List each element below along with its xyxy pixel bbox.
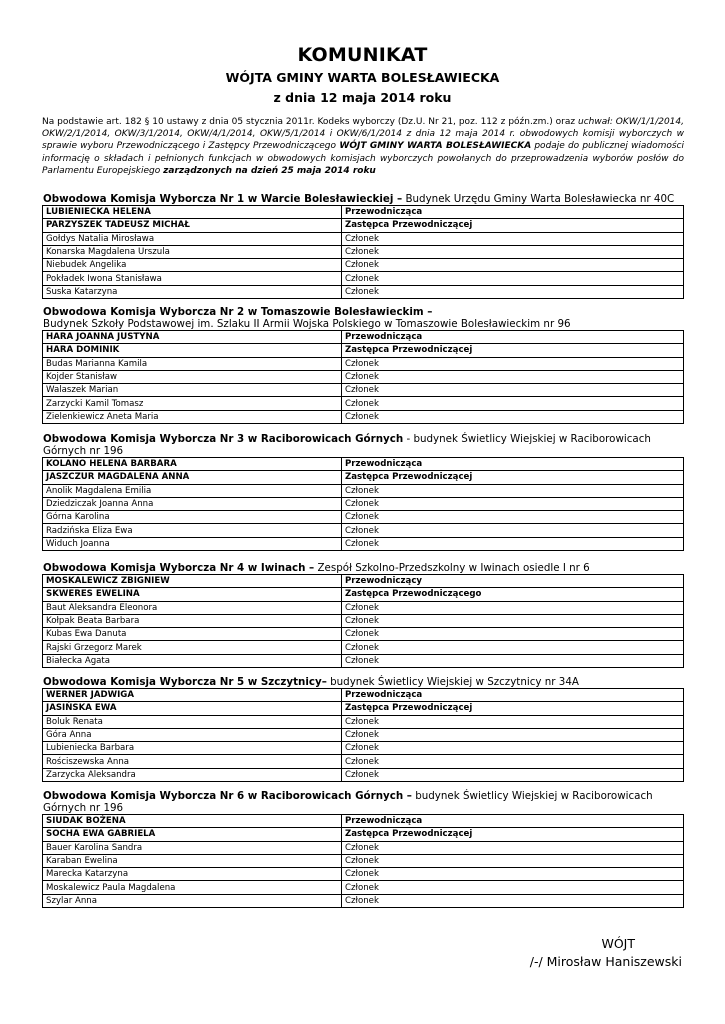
member-name-cell: LUBIENIECKA HELENA [43,206,342,219]
member-role-cell: Członek [342,497,684,510]
commission-heading [43,790,684,814]
table-row [43,344,684,357]
member-name-cell: Białecka Agata [43,654,342,667]
member-role-cell: Członek [342,894,684,907]
intro-text-5: zarządzonych na dzień 25 maja 2014 roku [163,165,376,176]
member-role-cell: Przewodnicząca [342,815,684,828]
member-role-cell: Zastępca Przewodniczącej [342,471,684,484]
member-name-cell: Zarzycka Aleksandra [43,768,342,781]
member-name-cell: Gołdys Natalia Mirosława [43,232,342,245]
member-name-cell: Rościszewska Anna [43,755,342,768]
table-row [43,654,684,667]
table-row [43,755,684,768]
table-row [43,232,684,245]
table-row [43,384,684,397]
member-name-cell: Budas Marianna Kamila [43,357,342,370]
commission-block [42,306,684,424]
table-row [43,641,684,654]
document-subtitle: WÓJTA GMINY WARTA BOLESŁAWIECKA [225,70,500,85]
intro-text-4: podaje do publicznej wiadomości informację o składach i pełnionych funkcjach w obwodowych komisjach wyborczych powołanych do przeprowadzenia wyborów posłów do Parlamentu Europejskiego [42,141,684,176]
member-role-cell: Członek [342,511,684,524]
member-role-cell: Członek [342,868,684,881]
member-role-cell: Zastępca Przewodniczącej [342,828,684,841]
table-row [43,524,684,537]
commission-location: Budynek Urzędu Gminy Warta Bolesławiecka nr 40C [402,193,675,205]
member-name-cell: SIUDAK BOŻENA [43,815,342,828]
member-name-cell: Kojder Stanisław [43,370,342,383]
table-row [43,742,684,755]
signature-name: /-/ Mirosław Haniszewski [529,954,682,969]
member-name-cell: WERNER JADWIGA [43,689,342,702]
member-role-cell: Zastępca Przewodniczącej [342,702,684,715]
intro-text-2: uchwał: OKW/1/1/2014, OKW/2/1/2014, OKW/3/1/2014, OKW/4/1/2014, OKW/5/1/2014 i OKW/6/1/2014 z dnia 12 maja 2014 r. obwodowych komisji wyborczych w sprawie wyboru Przewodniczącego i Zastępcy Przewodniczącego [42,117,684,152]
table-row [43,285,684,298]
member-role-cell: Przewodnicząca [342,458,684,471]
member-name-cell: KOLANO HELENA BARBARA [43,458,342,471]
commission-location: - budynek Świetlicy Wiejskiej w Raciborowicach Górnych nr 196 [43,433,651,457]
member-role-cell: Przewodnicząca [342,331,684,344]
table-row [43,614,684,627]
member-role-cell: Członek [342,841,684,854]
table-row [43,689,684,702]
table-row [43,854,684,867]
members-table [42,457,684,551]
commission-block [42,433,684,551]
table-row [43,828,684,841]
member-name-cell: Karaban Ewelina [43,854,342,867]
commission-name: Obwodowa Komisja Wyborcza Nr 5 w Szczytnicy– [43,676,327,688]
table-row [43,370,684,383]
table-row [43,484,684,497]
member-role-cell: Członek [342,728,684,741]
member-role-cell: Członek [342,601,684,614]
table-row [43,410,684,423]
commission-block [42,790,684,908]
table-row [43,397,684,410]
member-role-cell: Członek [342,357,684,370]
member-name-cell: Szylar Anna [43,894,342,907]
member-name-cell: Anolik Magdalena Emilia [43,484,342,497]
member-role-cell: Członek [342,654,684,667]
member-role-cell: Członek [342,641,684,654]
commission-name: Obwodowa Komisja Wyborcza Nr 1 w Warcie Bolesławieckiej – [43,193,403,205]
member-role-cell: Członek [342,484,684,497]
table-row [43,458,684,471]
member-name-cell: Bauer Karolina Sandra [43,841,342,854]
member-role-cell: Przewodnicząca [342,206,684,219]
intro-text-1: Na podstawie art. 182 § 10 ustawy z dnia 05 stycznia 2011r. Kodeks wyborczy (Dz.U. Nr 21, poz. 112 z późn.zm.) oraz [42,117,579,127]
member-name-cell: Zielenkiewicz Aneta Maria [43,410,342,423]
members-table [42,814,684,908]
member-name-cell: Niebudek Angelika [43,259,342,272]
member-role-cell: Członek [342,768,684,781]
member-name-cell: Suska Katarzyna [43,285,342,298]
member-role-cell: Członek [342,272,684,285]
members-table [42,574,684,668]
members-table [42,205,684,299]
table-row [43,715,684,728]
commission-name: Obwodowa Komisja Wyborcza Nr 2 w Tomaszowie Bolesławieckim – [43,306,433,318]
table-row [43,331,684,344]
member-role-cell: Członek [342,410,684,423]
member-name-cell: Góra Anna [43,728,342,741]
table-row [43,575,684,588]
commission-block [42,676,684,782]
commission-block [42,193,684,299]
member-name-cell: JASIŃSKA EWA [43,702,342,715]
table-row [43,219,684,232]
commission-heading [43,433,684,457]
table-row [43,259,684,272]
table-row [43,768,684,781]
member-name-cell: PARZYSZEK TADEUSZ MICHAŁ [43,219,342,232]
member-name-cell: Boluk Renata [43,715,342,728]
table-row [43,601,684,614]
member-name-cell: SOCHA EWA GABRIELA [43,828,342,841]
member-role-cell: Zastępca Przewodniczącej [342,219,684,232]
member-name-cell: Pokładek Iwona Stanisława [43,272,342,285]
member-name-cell: SKWERES EWELINA [43,588,342,601]
table-row [43,815,684,828]
members-table [42,330,684,424]
table-row [43,537,684,550]
member-role-cell: Przewodniczący [342,575,684,588]
member-name-cell: Lubieniecka Barbara [43,742,342,755]
member-name-cell: Walaszek Marian [43,384,342,397]
table-row [43,588,684,601]
table-row [43,868,684,881]
member-name-cell: Konarska Magdalena Urszula [43,245,342,258]
member-role-cell: Członek [342,384,684,397]
member-name-cell: Górna Karolina [43,511,342,524]
document-date: z dnia 12 maja 2014 roku [273,90,452,105]
member-role-cell: Członek [342,742,684,755]
member-role-cell: Członek [342,881,684,894]
member-name-cell: Radzińska Eliza Ewa [43,524,342,537]
commission-name: Obwodowa Komisja Wyborcza Nr 4 w Iwinach – [43,562,315,574]
table-row [43,471,684,484]
member-role-cell: Członek [342,715,684,728]
table-row [43,272,684,285]
commission-location: budynek Świetlicy Wiejskiej w Raciborowicach Górnych nr 196 [43,790,653,814]
member-name-cell: Rajski Grzegorz Marek [43,641,342,654]
member-role-cell: Członek [342,524,684,537]
commission-location: Budynek Szkoły Podstawowej im. Szlaku II Armii Wojska Polskiego w Tomaszowie Bolesławieckim nr 96 [43,318,571,330]
commission-name: Obwodowa Komisja Wyborcza Nr 3 w Raciborowicach Górnych [43,433,404,445]
member-role-cell: Członek [342,259,684,272]
member-role-cell: Członek [342,232,684,245]
table-row [43,728,684,741]
member-name-cell: Marecka Katarzyna [43,868,342,881]
member-role-cell: Członek [342,755,684,768]
commission-heading [43,562,684,574]
member-name-cell: HARA JOANNA JUSTYNA [43,331,342,344]
member-name-cell: Zarzycki Kamil Tomasz [43,397,342,410]
member-role-cell: Członek [342,537,684,550]
document-title: KOMUNIKAT [297,44,428,66]
member-name-cell: Kubas Ewa Danuta [43,628,342,641]
table-row [43,206,684,219]
member-role-cell: Zastępca Przewodniczącego [342,588,684,601]
member-name-cell: MOSKALEWICZ ZBIGNIEW [43,575,342,588]
member-role-cell: Przewodnicząca [342,689,684,702]
member-name-cell: Kołpak Beata Barbara [43,614,342,627]
commission-heading [43,193,684,205]
member-name-cell: HARA DOMINIK [43,344,342,357]
member-role-cell: Członek [342,854,684,867]
commission-heading [43,676,684,688]
commission-location: Zespół Szkolno-Przedszkolny w Iwinach osiedle I nr 6 [314,562,590,574]
member-role-cell: Członek [342,370,684,383]
table-row [43,628,684,641]
signature-title: WÓJT [601,936,635,951]
commission-heading [43,306,684,330]
member-role-cell: Członek [342,628,684,641]
table-row [43,881,684,894]
members-table [42,688,684,782]
member-name-cell: Baut Aleksandra Eleonora [43,601,342,614]
commission-block [42,562,684,668]
table-row [43,497,684,510]
member-name-cell: Moskalewicz Paula Magdalena [43,881,342,894]
intro-paragraph [42,116,684,177]
table-row [43,245,684,258]
member-role-cell: Członek [342,614,684,627]
intro-text-3: WÓJT GMINY WARTA BOLESŁAWIECKA [336,141,532,152]
member-name-cell: Dziedziczak Joanna Anna [43,497,342,510]
member-name-cell: JASZCZUR MAGDALENA ANNA [43,471,342,484]
member-role-cell: Członek [342,397,684,410]
commission-name: Obwodowa Komisja Wyborcza Nr 6 w Raciborowicach Górnych – [43,790,412,802]
table-row [43,511,684,524]
member-role-cell: Członek [342,245,684,258]
member-role-cell: Członek [342,285,684,298]
table-row [43,702,684,715]
table-row [43,894,684,907]
table-row [43,357,684,370]
commission-location: budynek Świetlicy Wiejskiej w Szczytnicy nr 34A [326,676,579,688]
member-role-cell: Zastępca Przewodniczącej [342,344,684,357]
table-row [43,841,684,854]
member-name-cell: Widuch Joanna [43,537,342,550]
